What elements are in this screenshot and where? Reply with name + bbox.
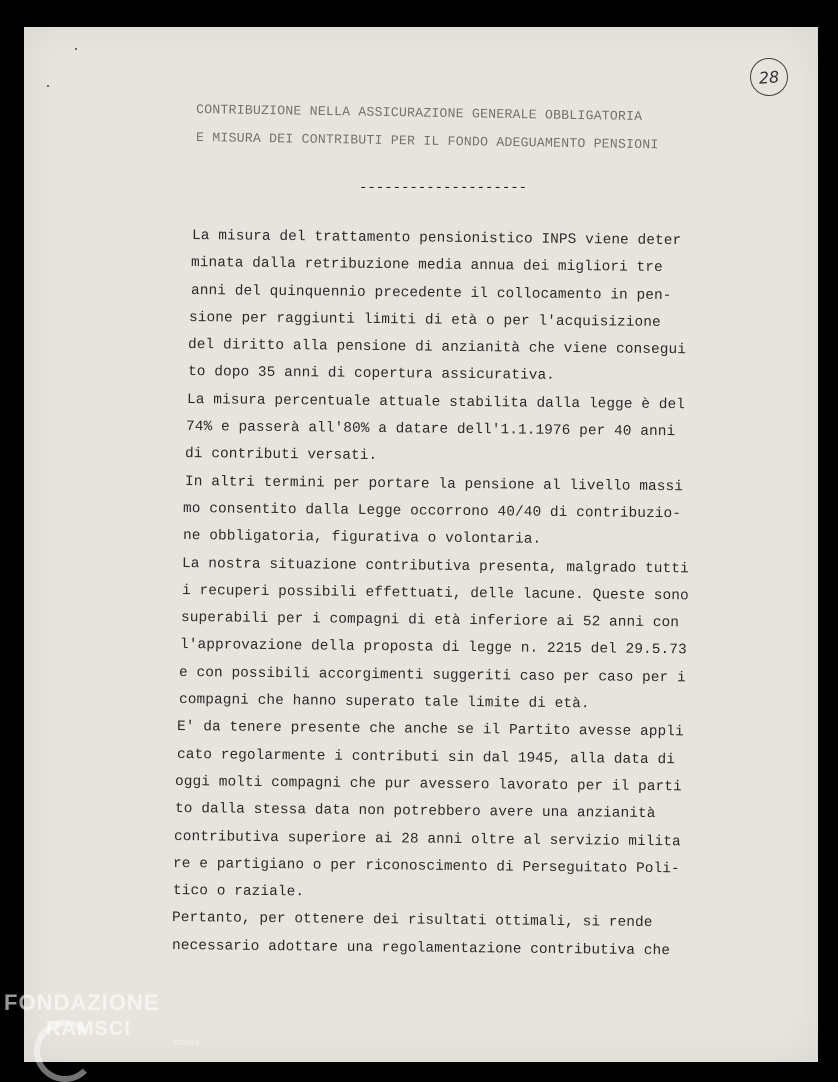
text-line: La misura percentuale attuale stabilita dalla legge è del — [186, 391, 686, 413]
watermark-line: onlus — [174, 1037, 201, 1047]
text-line: to dopo 35 anni di copertura assicurativa. — [187, 364, 556, 385]
page-number: 28 — [758, 66, 780, 88]
text-line: 74% e passerà all'80% a datare dell'1.1.1976 per 40 anni — [185, 419, 676, 441]
text-line: del diritto alla pensione di anzianità che viene consegui — [187, 337, 687, 359]
text-line: mo consentito dalla Legge occorrono 40/40 di contribuzio- — [182, 500, 682, 523]
text-line: l'approvazione della proposta di legge n. 2215 del 29.5.73 — [179, 637, 687, 659]
title-separator: -------------------- — [359, 180, 528, 196]
text-line: In altri termini per portare la pensione al livello massi — [184, 473, 684, 495]
text-line: oggi molti compagni che pur avessero lavorato per il parti — [174, 773, 682, 796]
text-line: tico o raziale. — [172, 883, 305, 901]
text-line: compagni che hanno superato tale limite di età. — [178, 692, 590, 713]
text-line: minata dalla retribuzione media annua dei migliori tre — [190, 255, 663, 277]
text-line: to dalla stessa data non potrebbero avere una anzianità — [174, 801, 656, 823]
watermark-line: FONDAZIONE — [4, 990, 160, 1015]
text-line: necessario adottare una regolamentazione contributiva che — [171, 937, 671, 959]
text-line: La misura del trattamento pensionistico INPS viene deter — [191, 228, 682, 250]
text-line: sione per raggiunti limiti di età o per l'acquisizione — [188, 309, 661, 331]
title-line: CONTRIBUZIONE NELLA ASSICURAZIONE GENERALE OBBLIGATORIA — [195, 102, 643, 125]
paper-speck — [75, 48, 77, 50]
text-line: e con possibili accorgimenti suggeriti caso per caso per i — [178, 664, 686, 687]
text-line: ne obbligatoria, figurativa o volontaria. — [182, 528, 542, 549]
text-line: La nostra situazione contributiva presenta, malgrado tutti — [181, 555, 689, 577]
watermark-line: RAMSCI — [46, 1018, 131, 1040]
paper-speck — [47, 85, 49, 87]
document-body — [172, 228, 762, 965]
document-title — [196, 102, 766, 158]
text-line: re e partigiano o per riconoscimento di Perseguitato Poli- — [172, 855, 680, 878]
watermark — [4, 990, 201, 1047]
text-line: superabili per i compagni di età inferiore ai 52 anni con — [180, 610, 680, 632]
text-line: i recuperi possibili effettuati, delle lacune. Queste sono — [181, 582, 689, 605]
text-line: Pertanto, per ottenere dei risultati ottimali, si rende — [171, 910, 653, 932]
title-line: E MISURA DEI CONTRIBUTI PER IL FONDO ADEGUAMENTO PENSIONI — [195, 130, 659, 153]
text-line: contributiva superiore ai 28 anni oltre al servizio milita — [173, 828, 681, 850]
text-line: di contributi versati. — [184, 446, 378, 465]
text-line: cato regolarmente i contributi sin dal 1945, alla data di — [176, 746, 676, 768]
text-line: E' da tenere presente che anche se il Partito avesse appli — [176, 719, 684, 741]
text-line: anni del quinquennio precedente il collocamento in pen- — [190, 282, 672, 304]
